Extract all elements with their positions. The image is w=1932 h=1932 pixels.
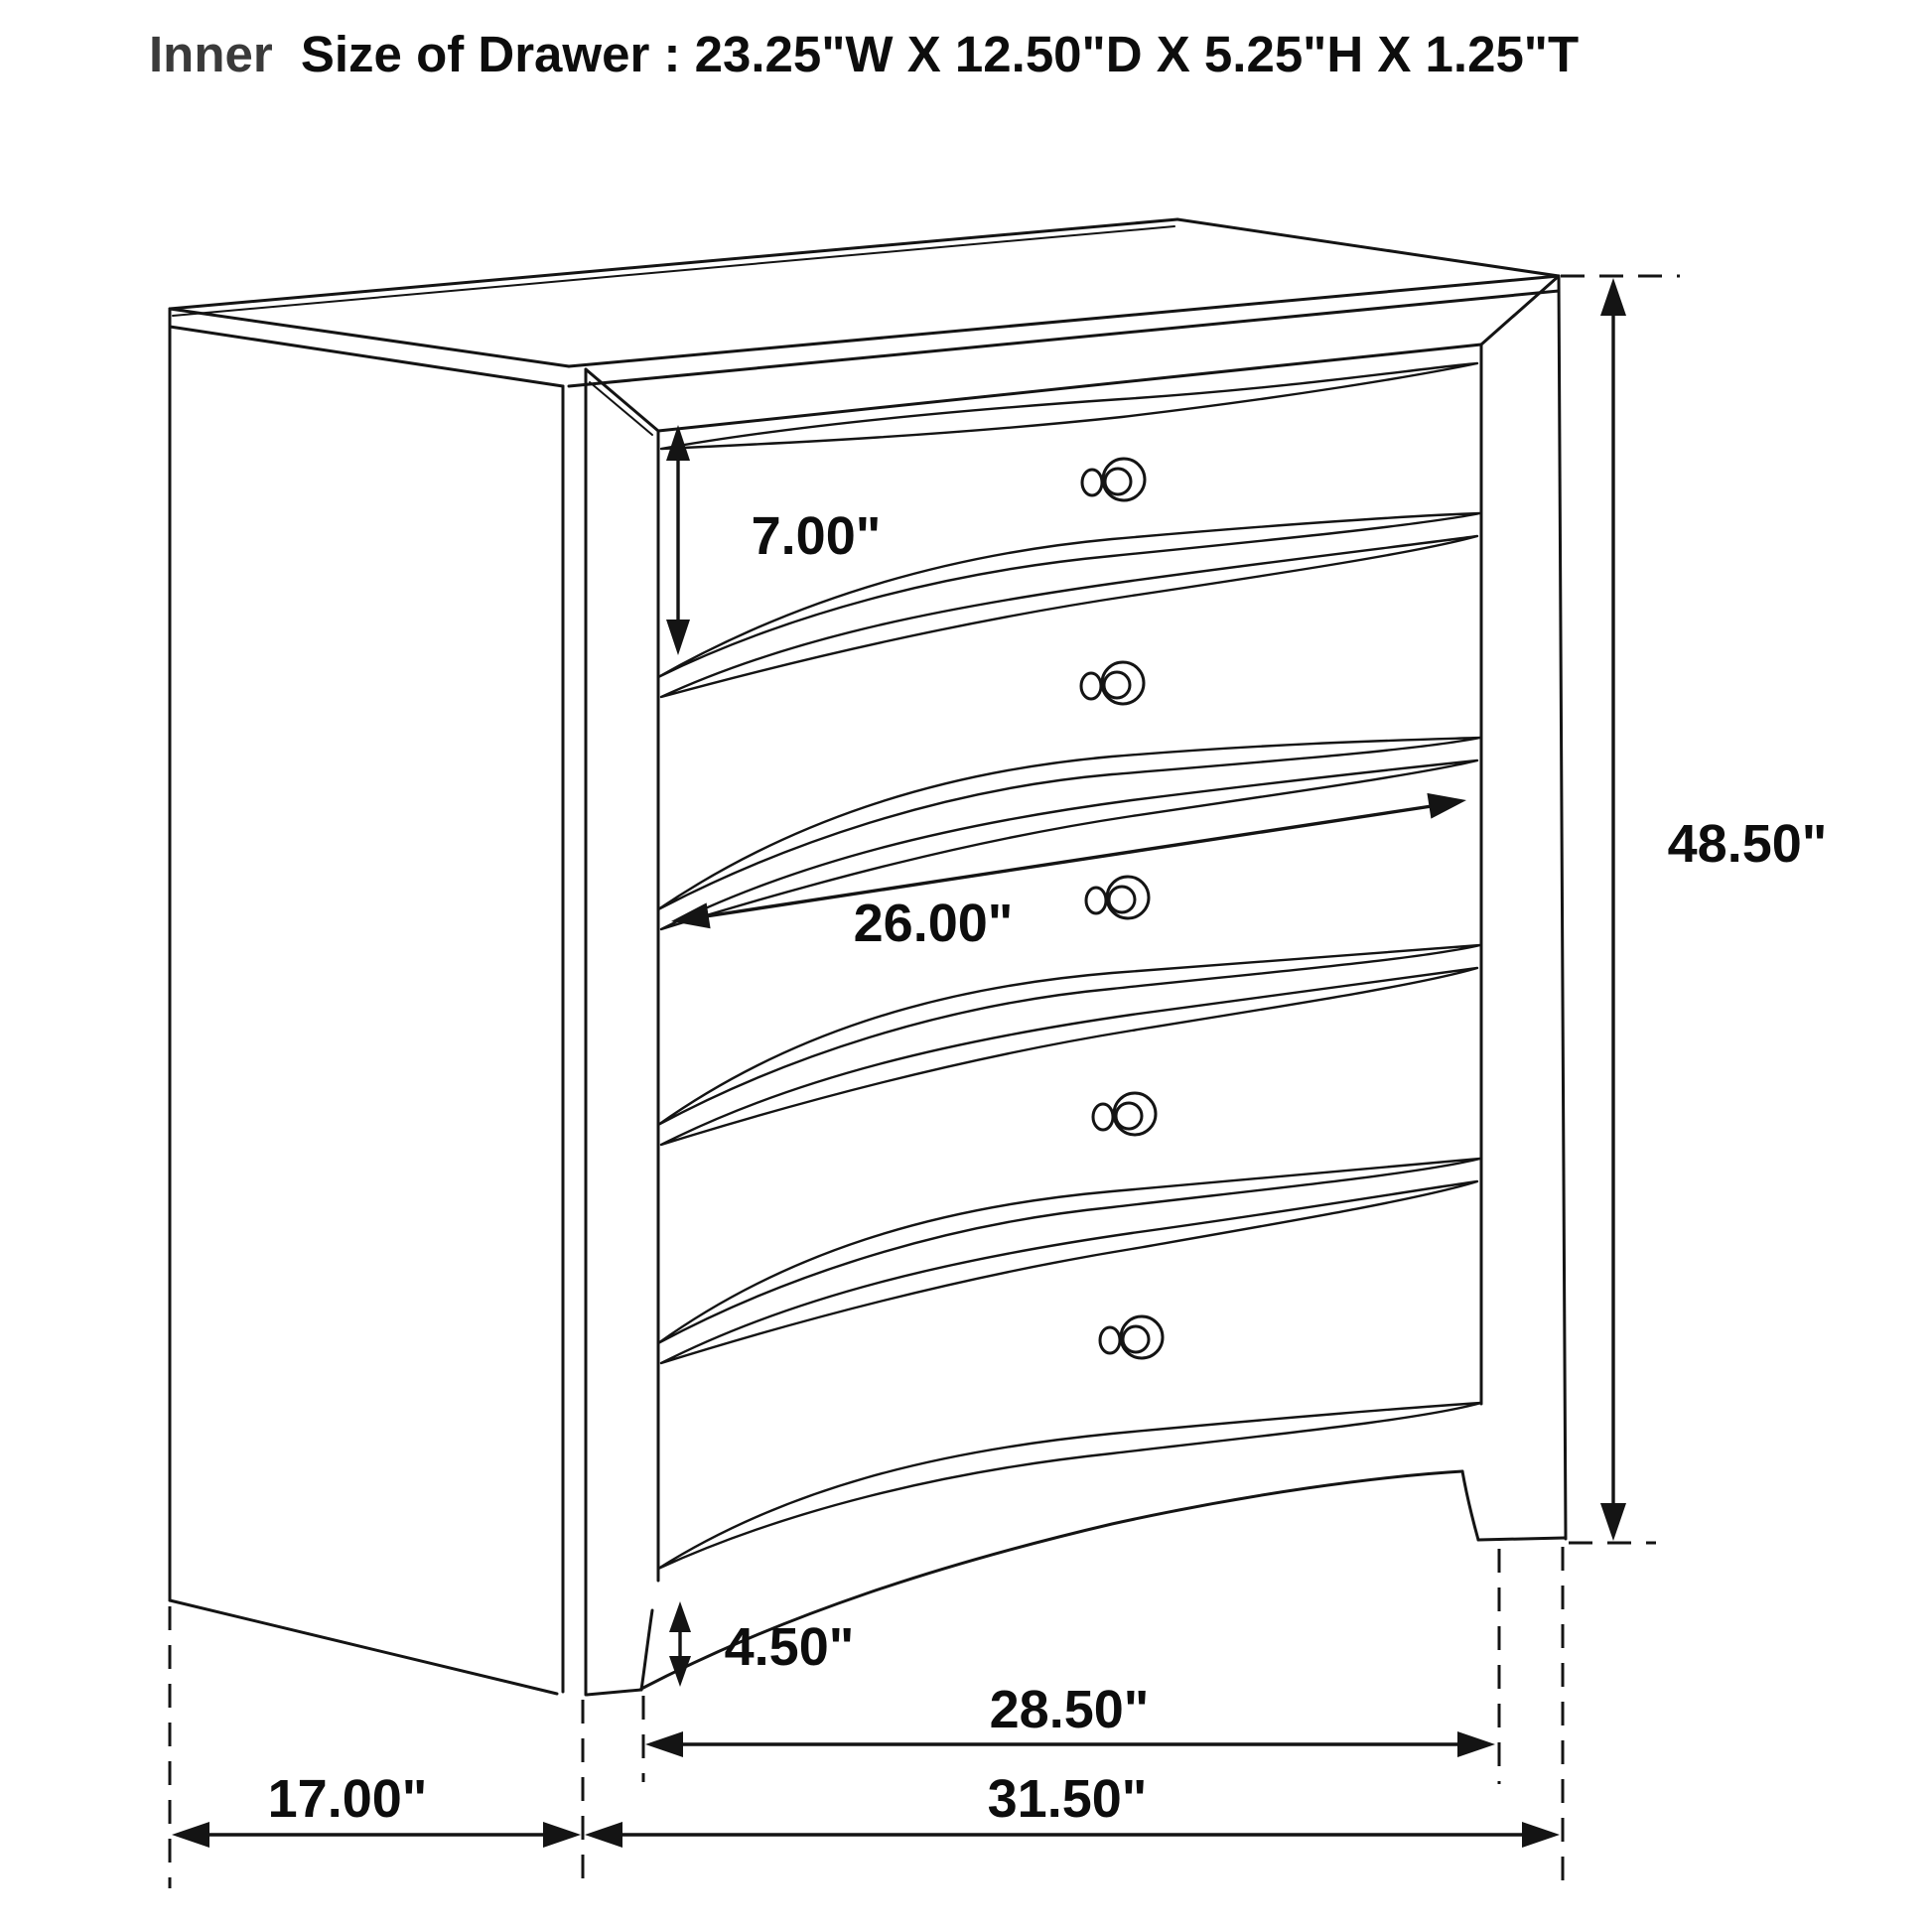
front-right-leg	[1462, 1471, 1478, 1540]
drawer-knob-icon	[1086, 877, 1149, 918]
top-back-edge-sketch	[173, 226, 1174, 316]
dim-leg-height-label: 4.50"	[724, 1617, 855, 1677]
chest-drawing	[170, 219, 1566, 1695]
front-left-leg-bottom	[587, 1690, 641, 1695]
top-back-edge	[170, 219, 1177, 309]
drawer-divider-3	[658, 945, 1480, 1145]
dim-inner-width	[645, 1680, 1495, 1757]
bottom-rail-blade	[658, 1403, 1481, 1569]
drawer-4	[1093, 1093, 1156, 1135]
drawer-knob-icon	[1100, 1316, 1163, 1358]
drawer-divider-4	[658, 1159, 1480, 1363]
front-right-outer-edge	[1559, 276, 1566, 1539]
drawer-3	[1086, 877, 1149, 918]
drawer-5	[1100, 1316, 1163, 1358]
drawer-1-top-bevel	[661, 363, 1477, 449]
dim-guide-lines	[170, 1547, 1563, 1888]
dim-overall-width	[585, 1769, 1560, 1848]
drawer-divider-2	[658, 738, 1480, 929]
dim-drawer-height-label: 7.00"	[751, 506, 882, 566]
page-title-prefix: Inner	[149, 26, 273, 82]
front-top-left-bevel-sketch	[590, 382, 652, 435]
drawer-knob-icon	[1081, 662, 1144, 704]
drawer-2	[1081, 662, 1144, 704]
dim-overall-height-label: 48.50"	[1667, 814, 1828, 874]
drawer-knob-icon	[1093, 1093, 1156, 1135]
page-title-rest: Size of Drawer : 23.25"W X 12.50"D X 5.25"H X 1.25"T	[300, 26, 1580, 82]
page-title	[149, 26, 1579, 82]
chest-side-panel	[170, 309, 586, 1695]
dim-leg-height	[669, 1601, 854, 1687]
drawer-knob-icon	[1082, 459, 1145, 500]
front-right-leg-bottom	[1478, 1538, 1565, 1540]
front-top-right-bevel	[1481, 276, 1559, 345]
dim-side-depth	[172, 1769, 581, 1848]
dim-overall-height	[1561, 276, 1827, 1543]
dim-side-depth-label: 17.00"	[267, 1769, 428, 1829]
dim-overall-width-label: 31.50"	[987, 1769, 1148, 1829]
top-right-edge	[1177, 219, 1559, 276]
front-left-leg	[641, 1610, 652, 1690]
dim-drawer-width-label: 26.00"	[853, 894, 1014, 953]
side-bottom-edge	[170, 1600, 557, 1694]
drawer-1	[661, 363, 1477, 500]
chest-top-surface	[170, 219, 1559, 386]
dim-inner-width-label: 28.50"	[989, 1680, 1150, 1739]
